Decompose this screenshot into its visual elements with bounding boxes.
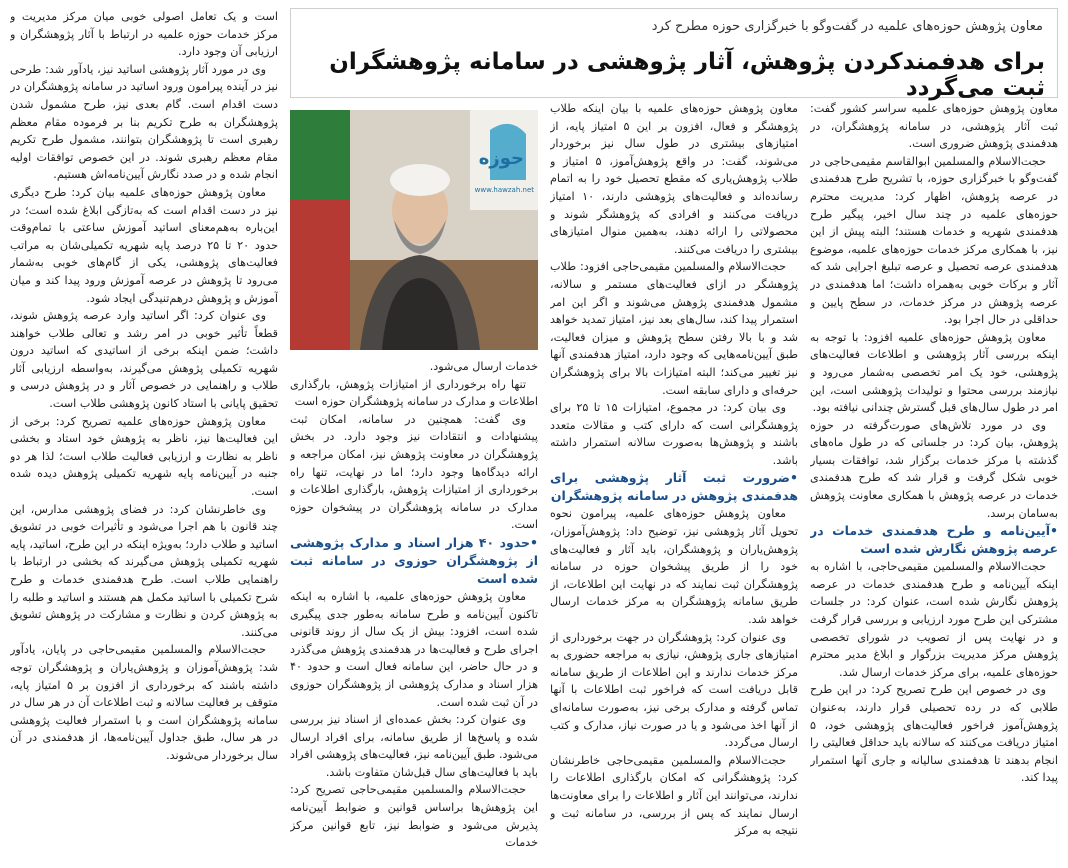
paragraph: معاون پژوهش حوزه‌های علمیه، با اشاره به اینکه تاکنون آیین‌نامه و طرح سامانه به‌طور جدی پیگیری شده است، افزود: بیش از یک سال از روند قانونی اجرای طرح و فعالیت‌ها در هدفمندی پژوهش می‌گذرد و در حال حاضر، این سامانه فعال است و حدود ۴۰ هزار اسناد و مدارک پژوهشی از پژوهشگران حوزوی در آن ثبت شده است. xyxy=(290,589,538,709)
photo-site-text: www.hawzah.net xyxy=(474,186,534,194)
paragraph: خدمات ارسال می‌شود. xyxy=(429,360,538,373)
paragraph: وی گفت: همچنین در سامانه، امکان ثبت پیشنهادات و انتقادات نیز وجود دارد. در بخش پژوهشگران در معاونت پژوهش نیز، امکان مراجعه و ارائه دیدگاه‌ها وجود دارد؛ اما در نهایت، تنها راه برخورداری از امتیازات پژوهش، بارگذاری اطلاعات و مدارک در سامانه پژوهشگران در پیشخوان حوزه است. xyxy=(290,412,538,532)
paragraph: معاون پژوهش حوزه‌های علمیه تصریح کرد: برخی از این فعالیت‌ها نیز، ناظر به پژوهش خود استاد و بخشی ناظر به نظارت و ارزیابی فعالیت طلاب است؛ لذا هر دو جنبه در آیین‌نامه پایه شهریه تکمیلی پژوهش دیده شده است. xyxy=(10,414,278,499)
article-photo xyxy=(290,110,538,350)
paragraph: معاون پژوهش حوزه‌های علمیه بیان کرد: طرح دیگری نیز در دست اقدام است که به‌تازگی ابلاغ شده است؛ در این‌باره به‌هم‌معنای اساتید آموزش ساعتی با تمام‌وقت حدود ۲۰ تا ۲۵ درصد پایه شهریه تکمیلی‌شان به مراتب فعالیت‌های پژوهشی، یکی از گام‌های خوبی به‌شمار می‌رود تا پژوهش در عرصه آموزش ورود پیدا کند و میان آموزش و پژوهش درهم‌تنیدگی ایجاد شود. xyxy=(10,185,278,305)
paragraph: حجت‌الاسلام والمسلمین مقیمی‌حاجی تصریح کرد: این پژوهش‌ها براساس قوانین و ضوابط آیین‌نامه پذیرش می‌شود و ضوابط نیز، تابع قوانین مرکز خدمات xyxy=(290,783,538,850)
paragraph: معاون پژوهش حوزه‌های علمیه با بیان اینکه طلاب پژوهشگر و فعال، افزون بر این ۵ امتیاز پایه، از امتیازهای بیشتری در طول سال نیز برخوردار می‌شوند، گفت: در واقع پژوهش‌آموز، ۵ امتیاز و طلاب پژوهش‌یاری که مقطع تحصیل خود را به اتمام رسانده‌اند و فعالیت‌های پژوهشی دارند، ۱۰ امتیاز دریافت می‌کنند و افرادی که پژوهشگر شوند و محصولاتی را ارائه دهند، به‌همین منوال امتیازهای بیشتری را دریافت می‌کنند. xyxy=(550,102,798,256)
paragraph: وی در خصوص این طرح تصریح کرد: در این طرح طلابی که در رده تحصیلی قرار دارند، به‌عنوان پژوهش‌آموز فراخور فعالیت‌های پژوهشی خود، ۵ امتیاز دریافت می‌کنند که سالانه باید حداقل فعالیتی را انجام بدهند تا هدفمندی سالیانه و جاری آنها استمرار پیدا کند. xyxy=(810,683,1058,785)
column-3 xyxy=(290,358,538,860)
article-header xyxy=(290,8,1058,101)
paragraph: وی عنوان کرد: پژوهشگران در جهت برخورداری از امتیازهای جاری پژوهش، نیازی به مراجعه حضوری به مرکز خدمات ندارند و این اطلاعات از طریق سامانه قابل دریافت است که فراخور ثبت اطلاعات با آنها تماس گرفته و مدارک برخی نیز، به‌صورت سامانه‌ای از آنها اخذ می‌شود و یا در صورت نیاز، مدارک و کتب ارسال می‌گردد. xyxy=(550,630,798,750)
paragraph: حجت‌الاسلام والمسلمین مقیمی‌حاجی در پایان، یادآور شد: پژوهش‌آموزان و پژوهش‌یاران و پژوهشگران توجه داشته باشند که برخورداری از افزون بر ۵ امتیاز پایه، متوقف بر فعالیت سالانه و ثبت اطلاعات آن در هر سال در سامانه پژوهشگران است و با استمرار فعالیت پژوهشی در هر سال، طبق جداول آیین‌نامه‌ها، از هدفمندی در آن سال برخوردار می‌شوند. xyxy=(10,643,278,762)
paragraph: وی خاطرنشان کرد: در فضای پژوهشی مدارس، این چند قانون با هم اجرا می‌شود و تأثیرات خوبی در تشویق اساتید و طلاب دارد؛ به‌ویژه اینکه در این طرح، اساتید، پایه شهریه تکمیلی پژوهش می‌گیرند که بخشی در ارتباط با راهنمایی طلاب است. طرح هدفمندی خدمات و طرح شرح تکمیلی با اساتید مکمل هم هستند و اساتید و طلبه را به پژوهش کردن و نظارت و مشارکت در پژوهش تشویق می‌کنند. xyxy=(10,502,278,639)
subheading: • حدود ۴۰ هزار اسناد و مدارک پژوهشی از پژوهشگران حوزوی در سامانه ثبت شده است xyxy=(290,534,538,588)
column-2 xyxy=(550,100,798,860)
article-headline: برای هدفمندکردن پژوهش، آثار پژوهشی در سامانه پژوهشگران ثبت می‌گردد xyxy=(329,49,1045,101)
paragraph: تنها راه برخورداری از امتیازات پژوهش، بارگذاری اطلاعات و مدارک در سامانه پژوهشگران حوزه است xyxy=(290,377,538,409)
cleric-portrait-image xyxy=(290,110,538,350)
paragraph: وی عنوان کرد: اگر اساتید وارد عرصه پژوهش شوند، قطعاً تأثیر خوبی در امر رشد و تعالی طلاب خواهند داشت؛ ضمن اینکه برخی از اساتیدی که اساتید درون شهریه تکمیلی پژوهش می‌گیرند، به‌واسطه ارزیابی آثار طلاب و راهنمایی در خصوص آثار و در پژوهش درسی و تحقیق پایانی با استاد کانون پژوهشی طلاب است. xyxy=(10,309,278,411)
article-kicker: معاون پژوهش حوزه‌های علمیه در گفت‌وگو با خبرگزاری حوزه مطرح کرد xyxy=(651,19,1043,34)
paragraph: حجت‌الاسلام والمسلمین ابوالقاسم مقیمی‌حاجی در گفت‌وگو با خبرگزاری حوزه، با تشریح طرح هدفمندی در عرصه پژوهش، اظهار کرد: مدیریت محترم حوزه‌های علمیه در چند سال اخیر، پیگیر طرح هدفمندی شهریه و خدمات هستند؛ البته پیش از این نیز، با همکاری مرکز خدمات حوزه‌های علمیه، موضوع هدفمندی عرصه تحصیل و عرصه تبلیغ اجرایی شد که آثار و برکات خوبی به‌همراه داشت؛ اما هدفمندی در عرصه پژوهش در مرکز خدمات، در سطح پایین و حداقلی در حال اجرا بود. xyxy=(810,154,1058,327)
paragraph: است و یک تعامل اصولی خوبی میان مرکز مدیریت و مرکز خدمات حوزه علمیه در ارتباط با آثار پژوهشگران و ارزیابی آن وجود دارد. xyxy=(10,10,278,59)
paragraph: وی عنوان کرد: بخش عمده‌ای از اسناد نیز بررسی شده و پاسخ‌ها از طریق سامانه، برای افراد ارسال می‌شود. طبق آیین‌نامه نیز، فعالیت‌های پژوهشی افراد باید با فعالیت‌های سال قبل‌شان متفاوت باشد. xyxy=(290,713,538,779)
paragraph: حجت‌الاسلام والمسلمین مقیمی‌حاجی، با اشاره به اینکه آیین‌نامه و طرح هدفمندی خدمات در عرصه پژوهش نگارش شده است، عنوان کرد: در جلسات مشترکی این طرح مورد ارزیابی و بررسی قرار گرفت و در نهایت پس از تصویب در شورای تخصصی پژوهش مرکز مدیریت بزرگوار و ابلاغ مدیر محترم حوزه‌های علمیه، برای مرکز خدمات ارسال شد. xyxy=(810,560,1058,679)
paragraph: معاون پژوهش حوزه‌های علمیه، پیرامون نحوه تحویل آثار پژوهشی نیز، توضیح داد: پژوهش‌آموزان، پژوهش‌یاران و پژوهشگران، باید آثار و فعالیت‌های خود را از طریق پیشخوان حوزه در سامانه پژوهشگران ثبت نمایند که در نهایت این اطلاعات، از طریق سامانه پژوهشگران به مرکز خدمات ارسال خواهد شد. xyxy=(550,507,798,627)
subheading: • ضرورت ثبت آثار پژوهشی برای هدفمندی پژوهش در سامانه پژوهشگران xyxy=(550,469,798,505)
paragraph: معاون پژوهش حوزه‌های علمیه افزود: با توجه به اینکه بررسی آثار پژوهشی و اطلاعات فعالیت‌های پژوهشی، خود یک امر تخصصی به‌شمار می‌رود و نیازمند بررسی محتوا و تولیدات پژوهشی است، این امر در طول سال‌های قبل گسترش چندانی نیافته بود. xyxy=(810,330,1058,415)
column-4 xyxy=(10,8,278,860)
subheading: • آیین‌نامه و طرح هدفمندی خدمات در عرصه پژوهش نگارش شده است xyxy=(810,522,1058,558)
paragraph: معاون پژوهش حوزه‌های علمیه سراسر کشور گفت: ثبت آثار پژوهشی، در سامانه پژوهشگران، در هدفمندی پژوهش ضروری است. xyxy=(810,102,1058,151)
paragraph: حجت‌الاسلام والمسلمین مقیمی‌حاجی خاطرنشان کرد: پژوهشگرانی که امکان بارگذاری اطلاعات را ندارند، می‌توانند این آثار و اطلاعات را برای معاونت‌ها ارسال نمایند که پس از بررسی، در سامانه ثبت و نتیجه به مرکز xyxy=(550,753,798,838)
paragraph: حجت‌الاسلام والمسلمین مقیمی‌حاجی افزود: طلاب پژوهشگر در ازای فعالیت‌های مستمر و سالانه، مشمول هدفمندی پژوهش می‌شوند و اگر این امر استمرار پیدا کند، سال‌های بعد نیز، امتیاز تمدید خواهد شد و با بالا رفتن سطح پژوهش و میزان فعالیت، طبق آیین‌نامه‌هایی که وجود دارد، امتیاز هدفمندی آنها نیز تغییر می‌کند؛ البته امتیازات بالا برای پژوهشگران حرفه‌ای و دارای سابقه است. xyxy=(550,260,798,397)
paragraph: وی بیان کرد: در مجموع، امتیازات ۱۵ تا ۲۵ برای پژوهشگرانی است که دارای کتب و مقالات متعدد باشند و پژوهش‌ها به‌صورت سالانه استمرار داشته باشد. xyxy=(550,401,798,467)
photo-logo-text: حوزه xyxy=(478,148,524,169)
column-1 xyxy=(810,100,1058,860)
paragraph: وی در مورد آثار پژوهشی اساتید نیز، یادآور شد: طرحی نیز در آینده پیرامون ورود اساتید در سامانه پژوهشگران در دست اقدام است. گام بعدی نیز، طرح مشمول شدن پژوهشگران به طرح تکریم بنا بر فرموده مقام معظم رهبری است تا پژوهشگران بتوانند، مشمول طرح تکریم مقام معظم رهبری شوند. در این خصوص توافقات اولیه انجام شده و در صدد نگارش آیین‌نامه‌اش هستیم. xyxy=(10,62,278,182)
paragraph: وی در مورد تلاش‌های صورت‌گرفته در حوزه پژوهش، بیان کرد: در جلساتی که در طول ماه‌های گذشته با مرکز خدمات برگزار شد، توافقات بسیار خوبی شکل گرفت و قرار شد که طرح هدفمندی خدمات در عرصه پژوهش با همکاری معاونت پژوهش به‌سامان برسد. xyxy=(810,418,1058,520)
